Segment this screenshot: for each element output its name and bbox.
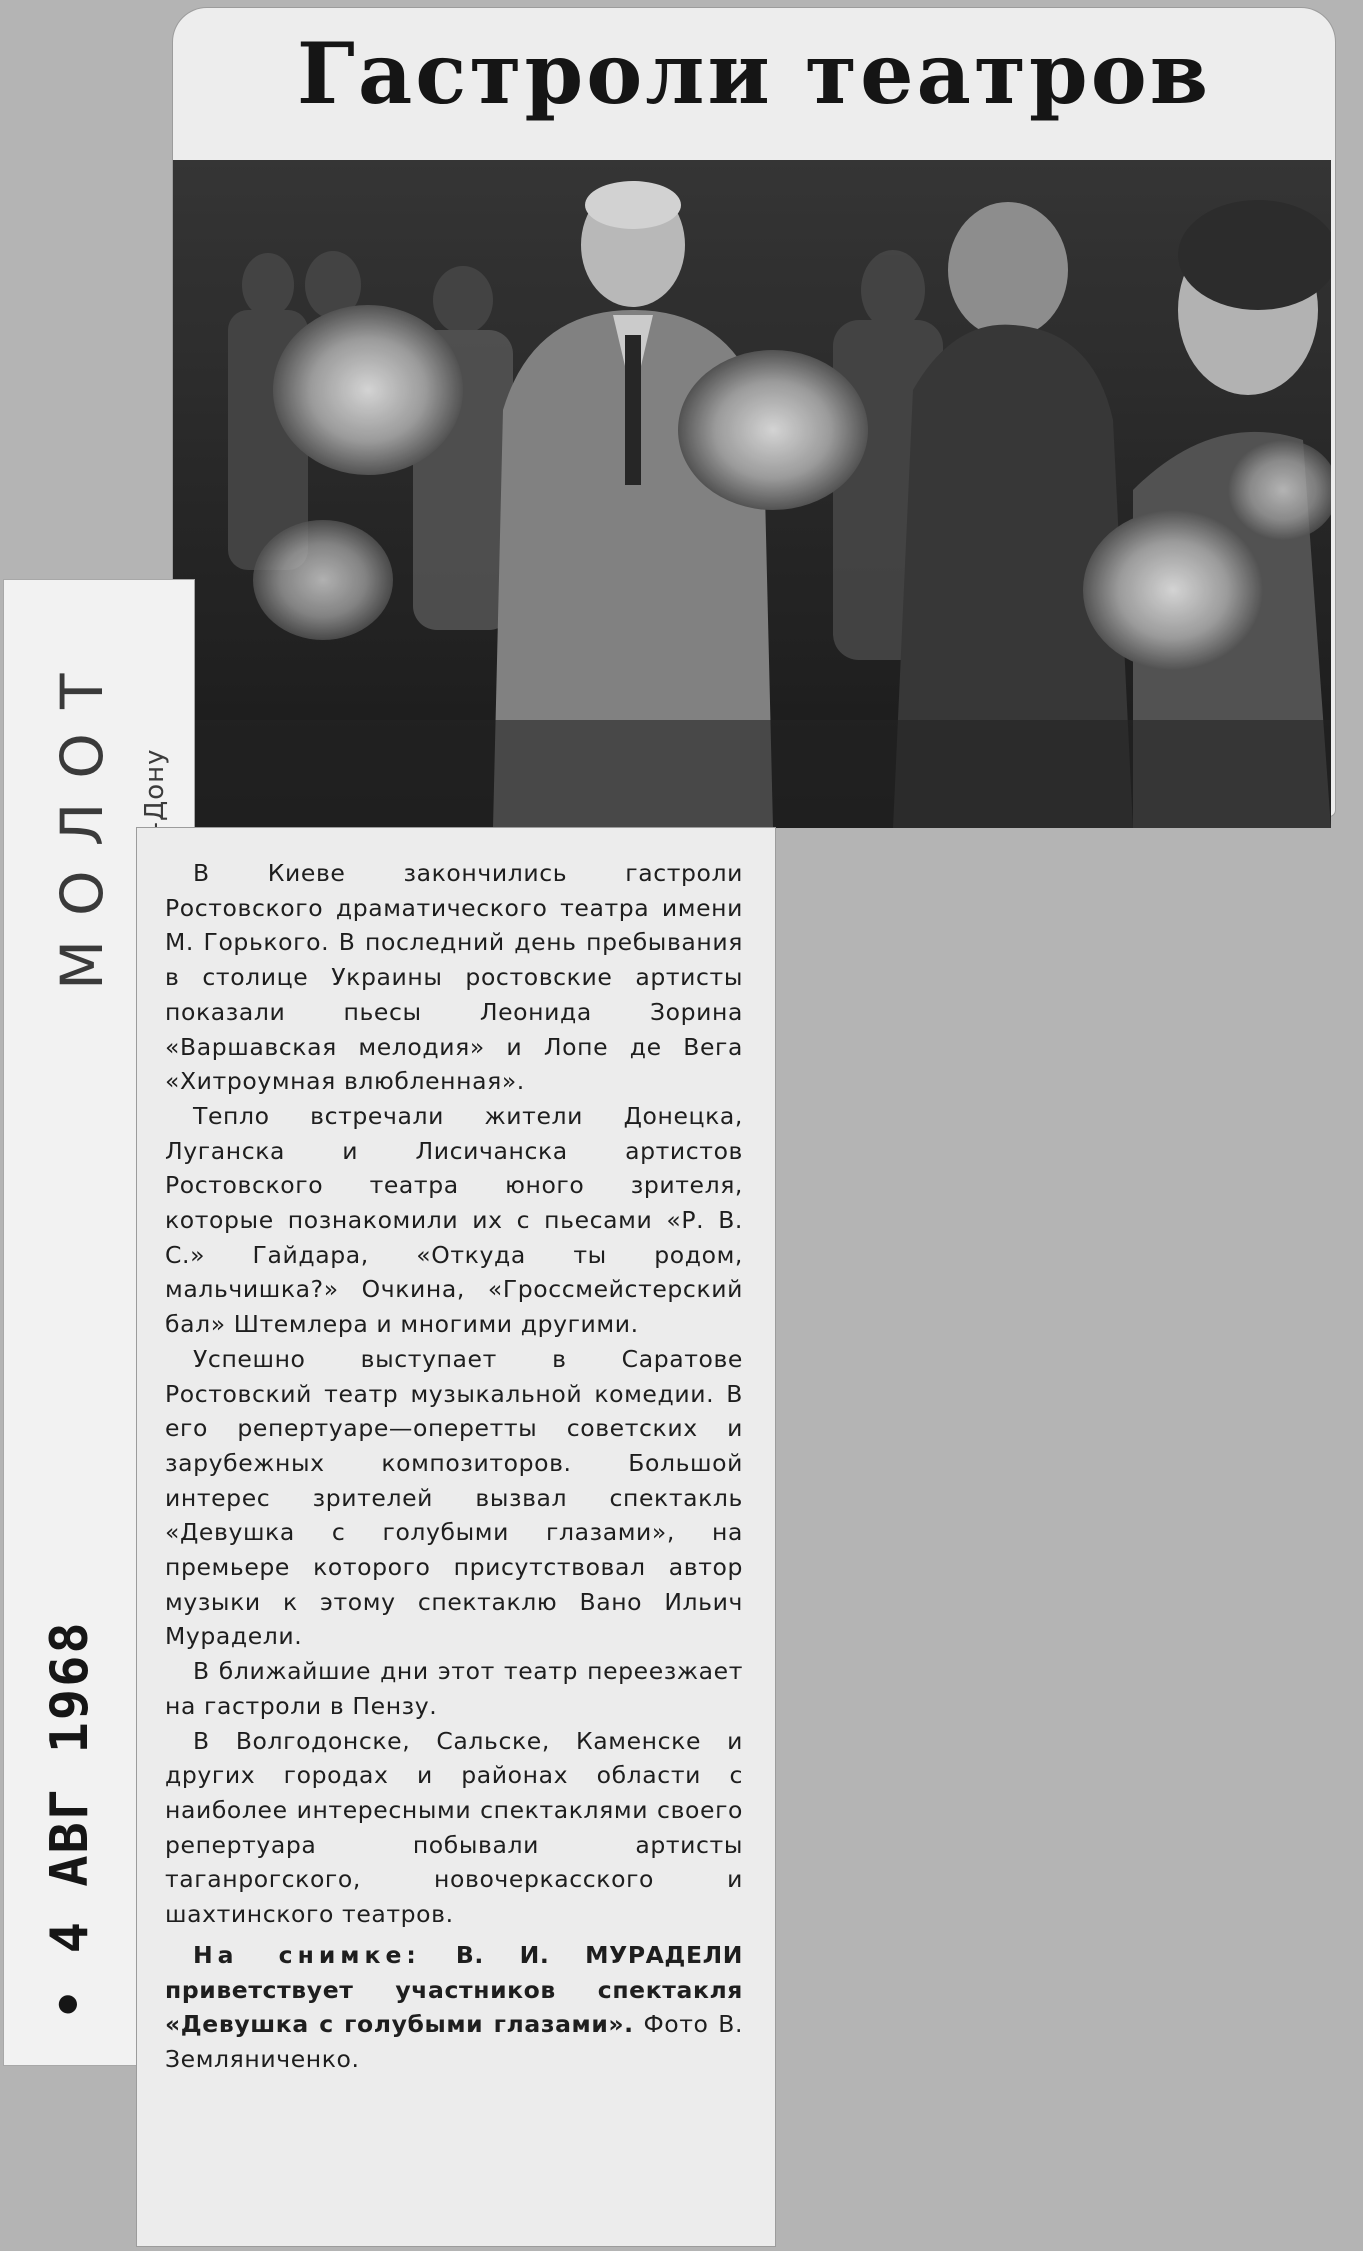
paragraph: Успешно выступает в Саратове Ростовский театр музыкальной комедии. В его репертуаре—оперетты советских и зарубежных композиторов. Большой интерес зрителей вызвал спектакль «Девушка с голубыми глазами», на премьере которого присутствовал автор музыки к этому спектаклю Вано Ильич Мурадели.: [165, 1344, 743, 1651]
caption-lead: На снимке:: [193, 1940, 421, 1969]
photo-credit: Фото В. Земляниченко.: [165, 2010, 744, 2073]
newspaper-masthead: МОЛОТ: [48, 649, 116, 990]
caption-body: В. И. МУРАДЕЛИ приветствует участников спектакля «Девушка с голубыми глазами».: [165, 1940, 744, 2039]
paragraph: Тепло встречали жители Донецка, Луганска и Лисичанска артистов Ростовского театра юного зрителя, которые познакомили их с пьесами «Р. В. С.» Гайдара, «Откуда ты родом, мальчишка?» Очкина, «Гроссмейстерский бал» Штемлера и многими другими.: [165, 1101, 743, 1339]
article-body: [165, 856, 743, 2077]
news-photo: [173, 160, 1331, 828]
photo-caption: [165, 1938, 743, 2077]
paragraph: В ближайшие дни этот театр переезжает на гастроли в Пензу.: [165, 1657, 743, 1720]
date-stamp: • 4 АВГ 1968: [40, 1620, 100, 2020]
paragraph: В Волгодонске, Сальске, Каменске и других городах и районах области с наиболее интересными спектаклями своего репертуара побывали артисты таганрогского, новочеркасского и шахтинского театров.: [165, 1726, 743, 1929]
headline: Гастроли театров: [296, 24, 1212, 123]
paragraph: В Киеве закончились гастроли Ростовского драматического театра имени М. Горького. В последний день пребывания в столице Украины ростовские артисты показали пьесы Леонида Зорина «Варшавская мелодия» и Лопе де Вега «Хитроумная влюбленная».: [165, 859, 743, 1096]
